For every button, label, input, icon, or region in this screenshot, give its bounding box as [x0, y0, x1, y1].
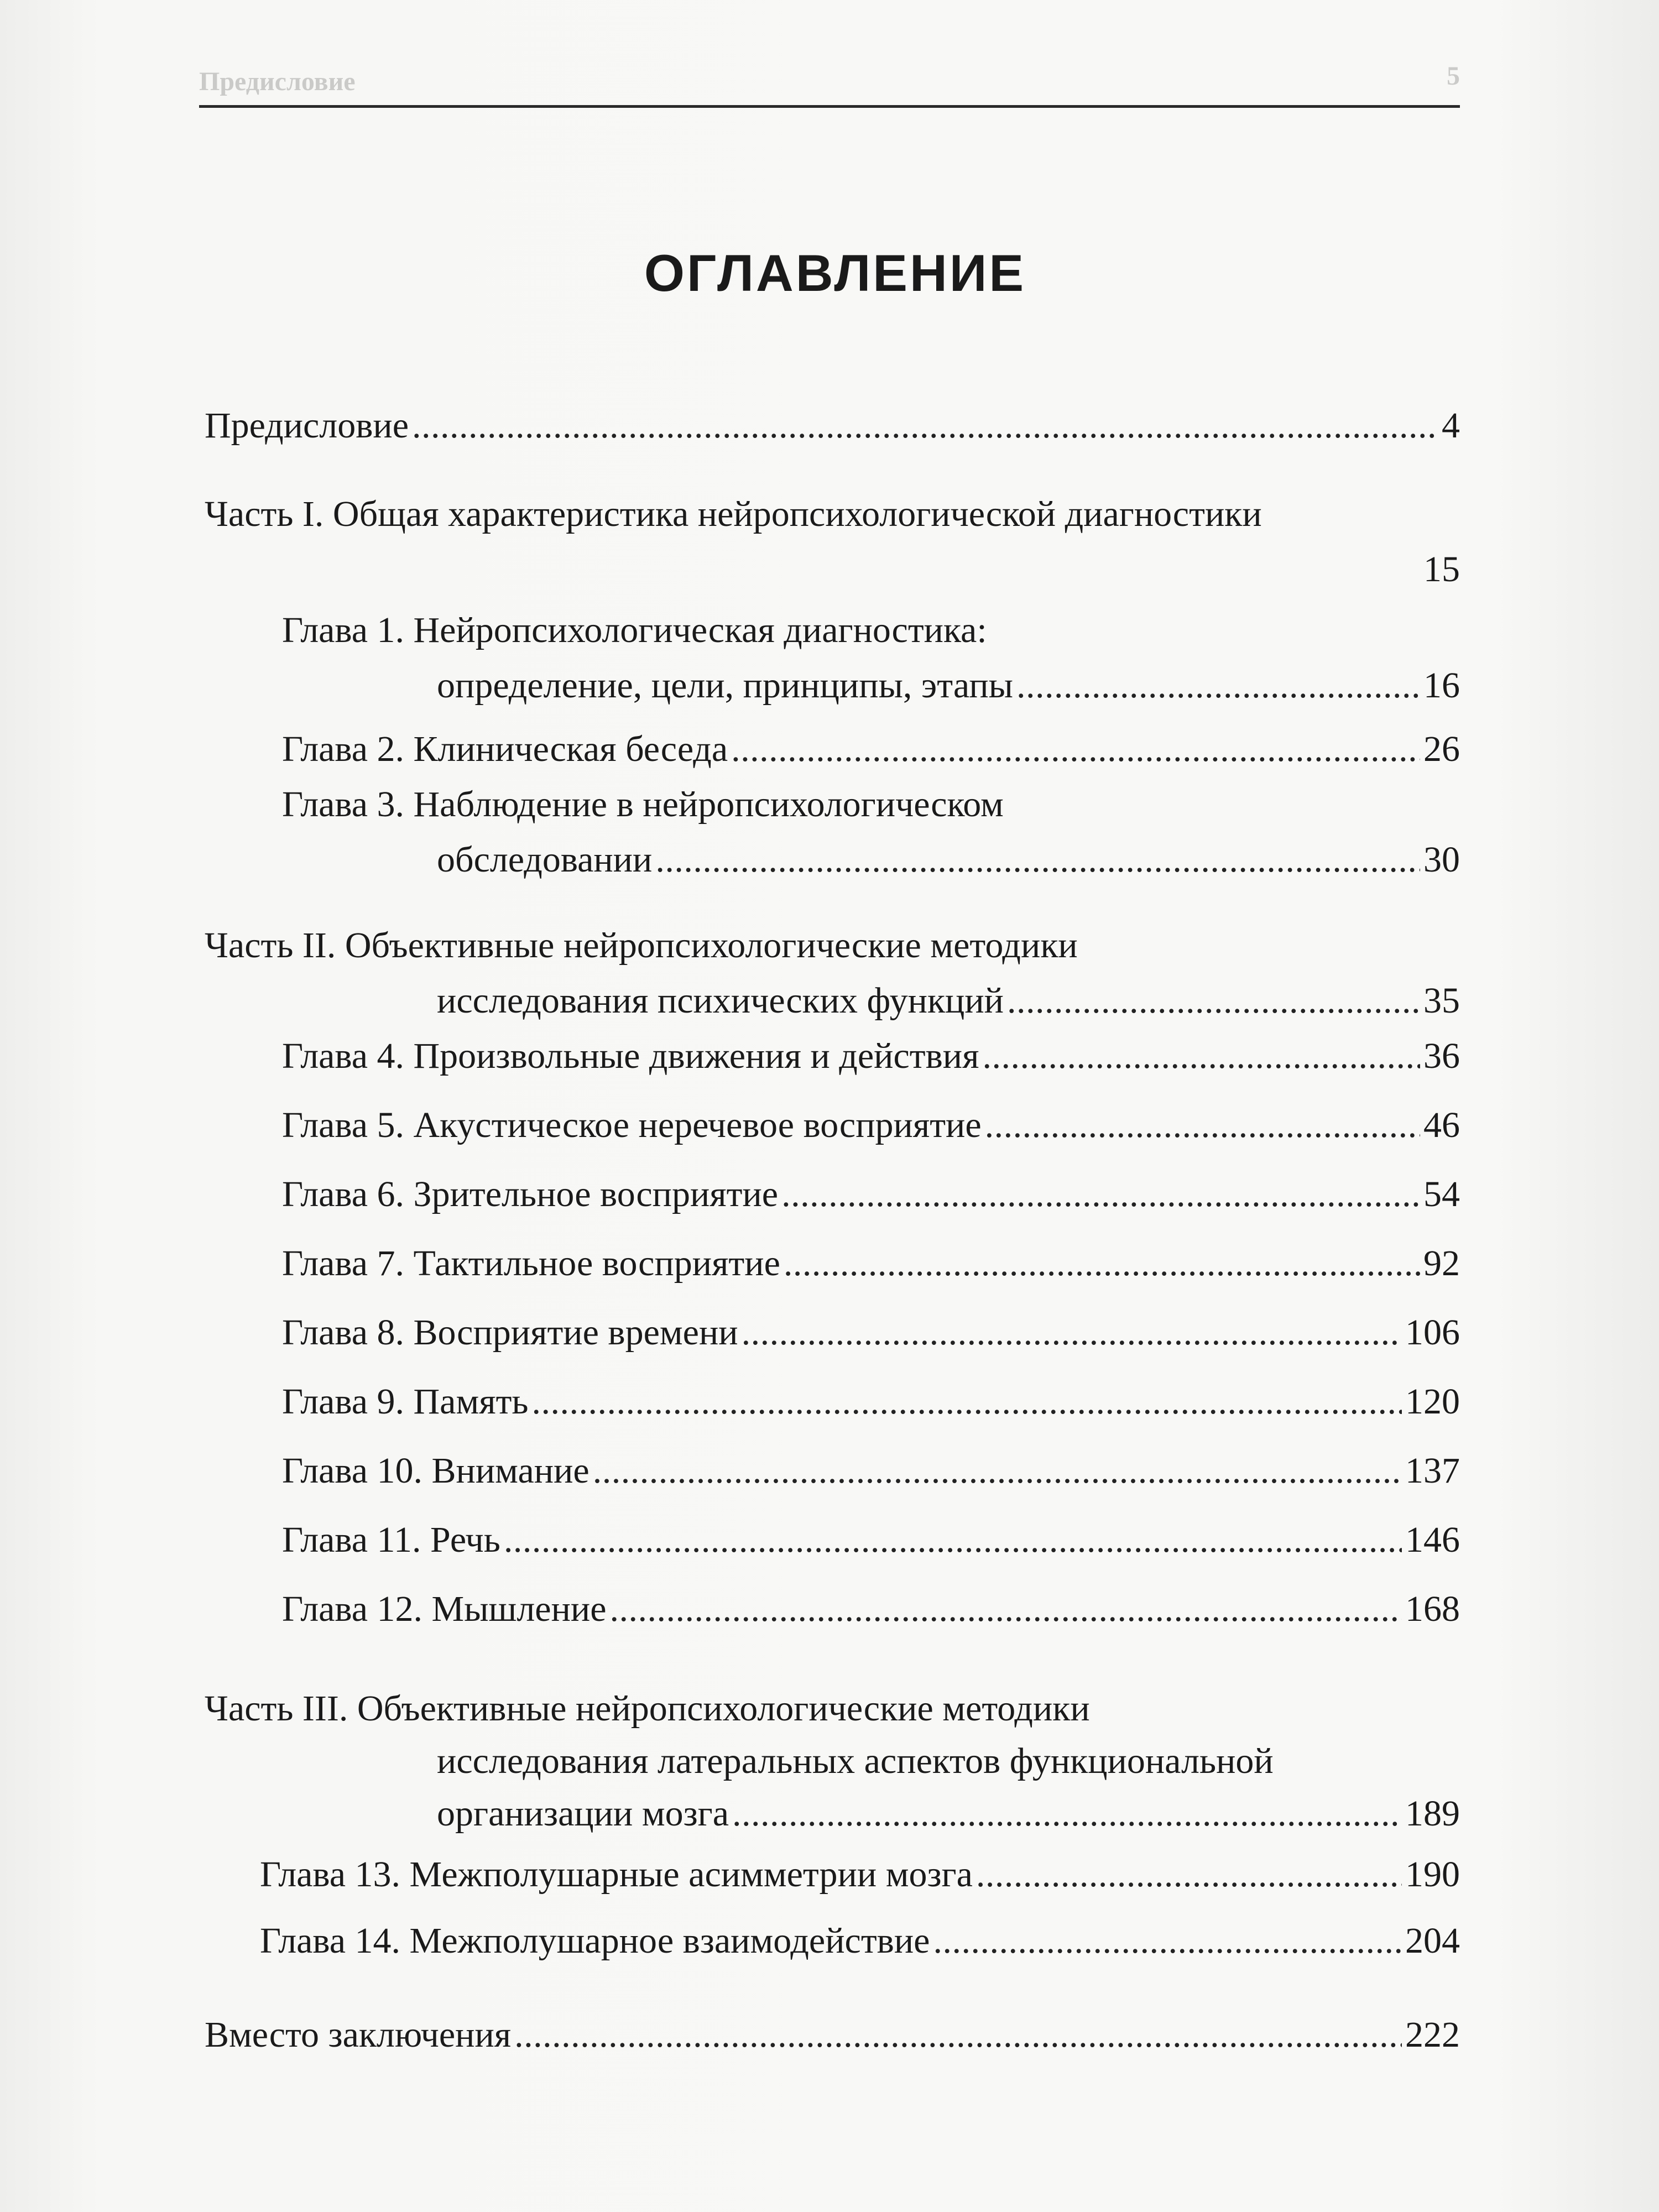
- toc-entry-title: Вместо заключения: [205, 2015, 512, 2055]
- leader-dots: [504, 1512, 1402, 1568]
- toc-entry-title-cont: исследования латеральных аспектов функциональной: [437, 1741, 1274, 1781]
- leader-dots: [742, 1305, 1402, 1360]
- leader-dots: [784, 1236, 1420, 1291]
- toc-entry-title: Глава 9. Память: [282, 1381, 529, 1422]
- toc-entry-page: 137: [1405, 1451, 1460, 1491]
- toc-entry-title: Глава 10. Внимание: [282, 1451, 589, 1491]
- toc-entry-title-cont: определение, цели, принципы, этапы: [437, 665, 1013, 706]
- toc-entry-title: Часть II. Объективные нейропсихологические методики: [205, 925, 1078, 966]
- toc-entry-chapter-4[interactable]: [205, 1029, 1460, 1084]
- running-head-left: Предисловие: [199, 67, 356, 96]
- toc-entry-title: Глава 1. Нейропсихологическая диагностика:: [282, 610, 987, 650]
- toc-entry-title-cont: исследования психических функций: [437, 980, 1004, 1021]
- leader-dots: [593, 1443, 1402, 1499]
- book-page: [177, 0, 1493, 2212]
- toc-entry-chapter-5[interactable]: [205, 1098, 1460, 1153]
- toc-entry-page: 189: [1405, 1793, 1460, 1834]
- toc-entry-conclusion[interactable]: [205, 2007, 1460, 2063]
- toc-entry-page: 168: [1405, 1589, 1460, 1629]
- leader-dots: [532, 1374, 1402, 1430]
- toc-entry-chapter-8[interactable]: [205, 1305, 1460, 1360]
- toc-entry-chapter-7[interactable]: [205, 1236, 1460, 1291]
- toc-entry-title: Глава 5. Акустическое неречевое восприятие: [282, 1105, 982, 1145]
- toc-entry-part-1[interactable]: [205, 487, 1460, 597]
- leader-dots: [982, 1029, 1420, 1084]
- toc-title: ОГЛАВЛЕНИЕ: [644, 244, 1026, 302]
- toc-entry-title: Часть I. Общая характеристика нейропсихологической диагностики: [205, 494, 1262, 534]
- toc-entry-title: Глава 13. Межполушарные асимметрии мозга: [260, 1854, 973, 1895]
- toc-entry-chapter-13[interactable]: [205, 1847, 1460, 1902]
- toc-entry-title: Глава 8. Восприятие времени: [282, 1312, 738, 1353]
- leader-dots: [933, 1913, 1402, 1969]
- toc-entry-page: 46: [1423, 1105, 1460, 1145]
- leader-dots: [985, 1098, 1420, 1153]
- toc-entry-chapter-9[interactable]: [205, 1374, 1460, 1430]
- leader-dots: [610, 1582, 1402, 1637]
- toc-entry-page: 16: [1423, 665, 1460, 706]
- running-head-page-number: 5: [1447, 61, 1460, 91]
- toc-entry-part-2[interactable]: [205, 918, 1460, 1029]
- leader-dots: [412, 398, 1438, 453]
- toc-entry-chapter-14[interactable]: [205, 1913, 1460, 1969]
- toc-entry-title-cont: обследовании: [437, 839, 653, 880]
- toc-entry-title: Предисловие: [205, 405, 409, 446]
- leader-dots: [732, 1786, 1402, 1841]
- leader-dots: [1016, 658, 1420, 713]
- toc-entry-title: Глава 4. Произвольные движения и действия: [282, 1036, 979, 1076]
- leader-dots: [731, 722, 1420, 777]
- toc-entry-title: Глава 6. Зрительное восприятие: [282, 1174, 779, 1214]
- toc-entry-page: 15: [1423, 549, 1460, 589]
- leader-dots: [781, 1167, 1420, 1222]
- toc-entry-page: 106: [1405, 1312, 1460, 1353]
- toc-entry-title: Глава 11. Речь: [282, 1520, 500, 1560]
- toc-entry-part-3[interactable]: [205, 1681, 1460, 1847]
- toc-entry-title: Глава 14. Межполушарное взаимодействие: [260, 1921, 930, 1961]
- toc-entry-chapter-11[interactable]: [205, 1512, 1460, 1568]
- toc-entry-chapter-10[interactable]: [205, 1443, 1460, 1499]
- toc-entry-page: 222: [1405, 2015, 1460, 2055]
- toc-entry-chapter-12[interactable]: [205, 1582, 1460, 1637]
- toc-entry-title-cont: организации мозга: [437, 1793, 729, 1834]
- toc-entry-page: 26: [1423, 729, 1460, 769]
- toc-entry-page: 30: [1423, 839, 1460, 880]
- toc-entry-chapter-3[interactable]: [205, 777, 1460, 888]
- toc-entry-preface[interactable]: [205, 398, 1460, 453]
- toc-entry-chapter-6[interactable]: [205, 1167, 1460, 1222]
- toc-entry-page: 204: [1405, 1921, 1460, 1961]
- toc-entry-title: Глава 12. Мышление: [282, 1589, 607, 1629]
- toc-entry-page: 54: [1423, 1174, 1460, 1214]
- toc-entry-title: Глава 3. Наблюдение в нейропсихологическом: [282, 784, 1004, 825]
- leader-dots: [976, 1847, 1402, 1902]
- running-head: [199, 61, 1460, 108]
- toc-entry-chapter-2[interactable]: [205, 722, 1460, 777]
- toc-entry-page: 36: [1423, 1036, 1460, 1076]
- toc-entry-title: Глава 7. Тактильное восприятие: [282, 1243, 780, 1284]
- toc-entry-page: 4: [1442, 405, 1460, 446]
- leader-dots: [514, 2007, 1402, 2063]
- toc-entry-page: 35: [1423, 980, 1460, 1021]
- toc-entry-page: 92: [1423, 1243, 1460, 1284]
- leader-dots: [1007, 973, 1420, 1029]
- toc-entry-title: Часть III. Объективные нейропсихологические методики: [205, 1688, 1090, 1729]
- leader-dots: [655, 832, 1420, 888]
- toc-entry-chapter-1[interactable]: [205, 603, 1460, 713]
- toc-entry-page: 190: [1405, 1854, 1460, 1895]
- toc-entry-page: 146: [1405, 1520, 1460, 1560]
- toc-entry-page: 120: [1405, 1381, 1460, 1422]
- toc-entry-title: Глава 2. Клиническая беседа: [282, 729, 728, 769]
